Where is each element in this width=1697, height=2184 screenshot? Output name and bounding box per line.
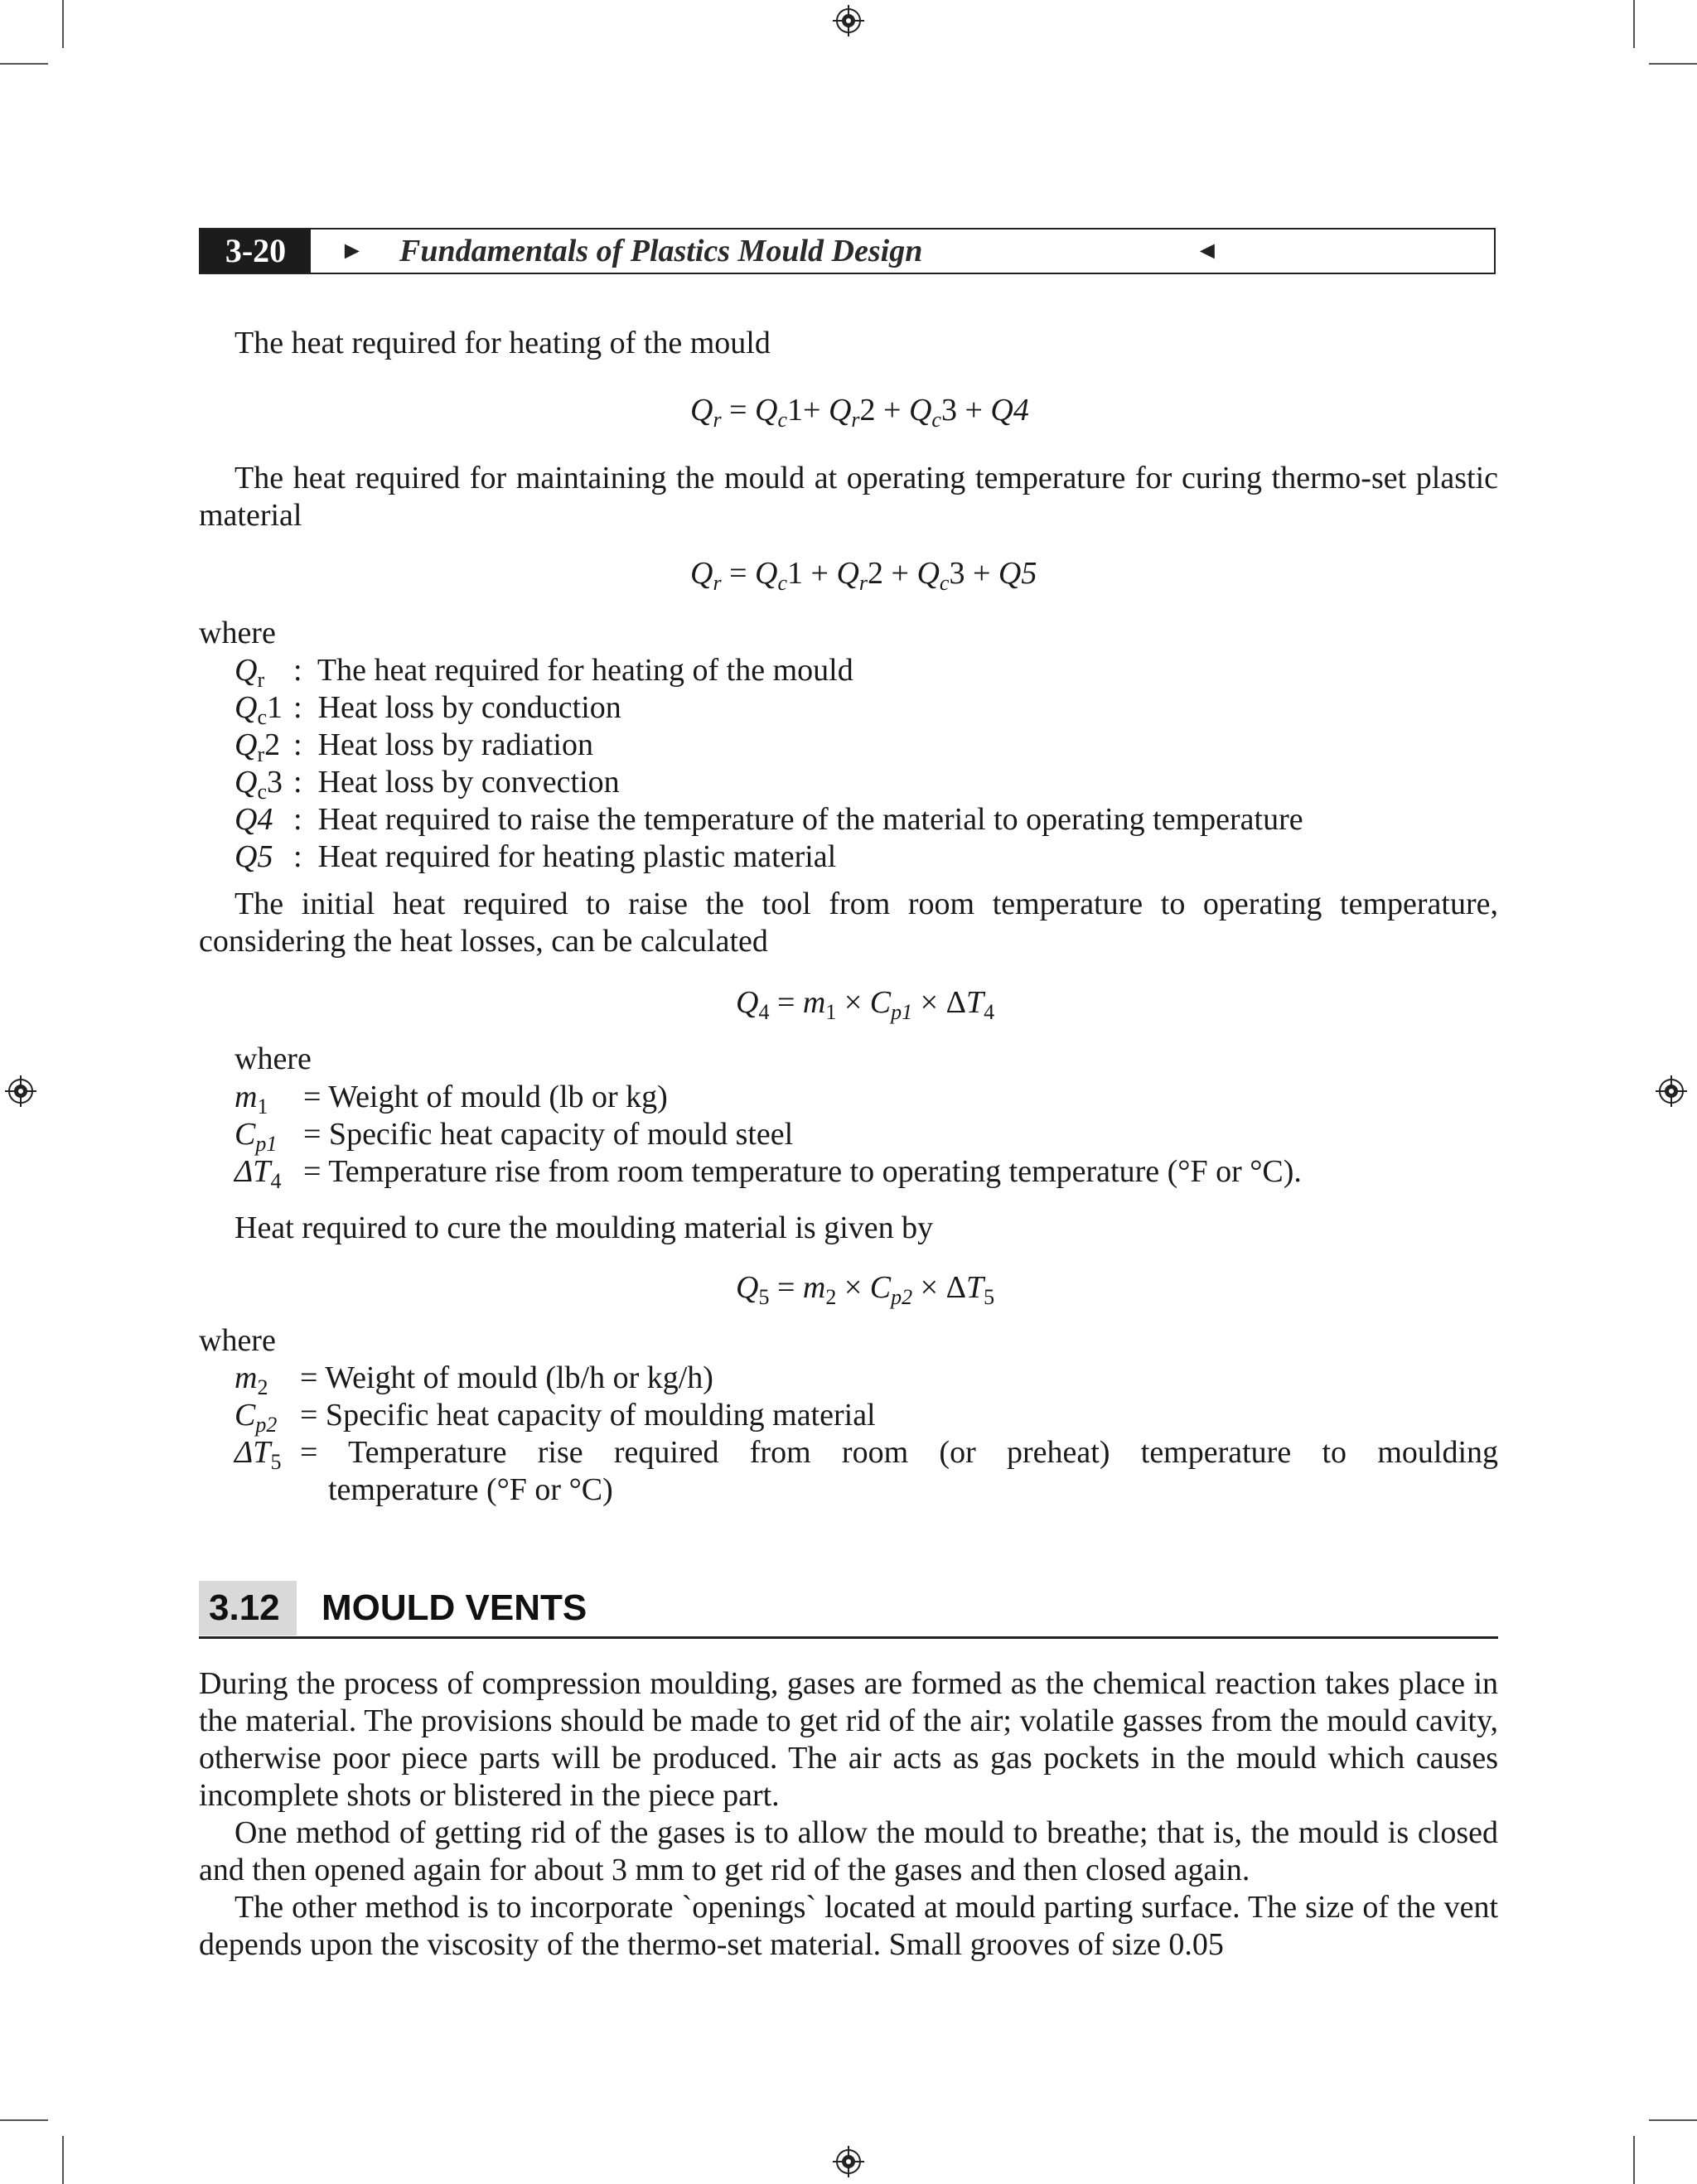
definition-symbol: Q5 [234,839,273,874]
definition-text: : Heat loss by radiation [293,727,593,762]
registration-mark-icon [5,1075,36,1107]
section-title: MOULD VENTS [322,1587,587,1628]
page-number: 3-20 [201,230,311,273]
crop-mark [1649,63,1697,65]
crop-mark [0,2119,48,2121]
book-title: Fundamentals of Plastics Mould Design [399,234,923,268]
section-number: 3.12 [209,1587,280,1628]
equation-maintaining: $Q_r = Q_c1 + Q_r2 + Q_c3 + Q5$ [690,556,1037,595]
paragraph: The heat required for heating of the mould [234,326,771,360]
definition-text: : Heat required to raise the temperature of the material to operating temperature [293,802,1303,837]
equation-cure-heat: $Q_5 = m_2 \times C_{p2} \times \Delta T_5$ [736,1270,995,1309]
definition-text: : The heat required for heating of the mould [293,653,853,688]
definition-text: temperature (°F or °C) [328,1472,613,1507]
registration-mark-icon [1656,1075,1687,1107]
definition-symbol: $C_{p2}$ [234,1398,278,1437]
definition-text: = Weight of mould (lb/h or kg/h) [300,1360,713,1395]
crop-mark [1633,0,1635,48]
paragraph: One method of getting rid of the gases is to allow the mould to breathe; that is, the mould is closed and then opened again for about 3 mm to get rid of the gases and then closed again. [199,1815,1498,1887]
definition-symbol: Q4 [234,802,273,837]
crop-mark [62,0,64,48]
equation-heating: $Q_r = Q_c1+ Q_r2 + Q_c3 + Q4$ [690,393,1029,432]
paragraph: The other method is to incorporate `openings` located at mould parting surface. The size of the vent depends upon the viscosity of the thermo-set material. Small grooves of size 0.05 [199,1890,1498,1962]
definition-symbol: $Q_r$ [234,653,265,692]
definition-text: = Weight of mould (lb or kg) [303,1080,668,1114]
paragraph: The heat required for maintaining the mould at operating temperature for curing thermo-set plastic material [199,461,1498,533]
header-arrow-right-icon: ► [340,237,365,264]
header-arrow-left-icon: ◄ [1195,237,1220,264]
definition-text: : Heat required for heating plastic material [293,839,837,874]
definition-symbol: $m_2$ [234,1360,268,1399]
definition-symbol: $\Delta T_5$ [234,1435,282,1474]
definition-text: = Temperature rise from room temperature to operating temperature (°F or °C). [303,1154,1302,1189]
where-label: where [199,1323,276,1358]
paragraph: During the process of compression moulding, gases are formed as the chemical reaction takes place in the material. The provisions should be made to get rid of the air; volatile gasses from the mould cavity, otherwise poor piece parts will be produced. The air acts as gas pockets in the mould which causes incomplete shots or blistered in the piece part. [199,1666,1498,1813]
definition-symbol: $m_1$ [234,1080,268,1119]
definition-text: = Specific heat capacity of moulding material [300,1398,876,1433]
paragraph: Heat required to cure the moulding material is given by [234,1210,934,1245]
definition-text: = Temperature rise required from room (or preheat) temperature to moulding [300,1435,1498,1470]
definition-symbol: $Q_r2$ [234,727,281,766]
where-label: where [234,1041,312,1076]
crop-mark [62,2136,64,2184]
crop-mark [1633,2136,1635,2184]
definition-text: = Specific heat capacity of mould steel [303,1117,794,1152]
registration-mark-icon [833,2146,864,2177]
running-header [199,228,1496,274]
definition-text: : Heat loss by convection [293,765,620,800]
equation-initial-heat: $Q_4 = m_1 \times C_{p1} \times \Delta T_4$ [736,985,995,1024]
crop-mark [1649,2119,1697,2121]
definition-symbol: $\Delta T_4$ [234,1154,282,1193]
definition-symbol: $Q_c3$ [234,765,283,804]
definition-symbol: $C_{p1}$ [234,1117,278,1156]
paragraph: The initial heat required to raise the tool from room temperature to operating temperature, considering the heat losses, can be calculated [199,887,1498,959]
registration-mark-icon [833,5,864,36]
where-label: where [199,616,276,650]
definition-text: : Heat loss by conduction [293,690,621,725]
definition-symbol: $Q_c1$ [234,690,283,729]
crop-mark [0,63,48,65]
section-rule [199,1636,1498,1639]
